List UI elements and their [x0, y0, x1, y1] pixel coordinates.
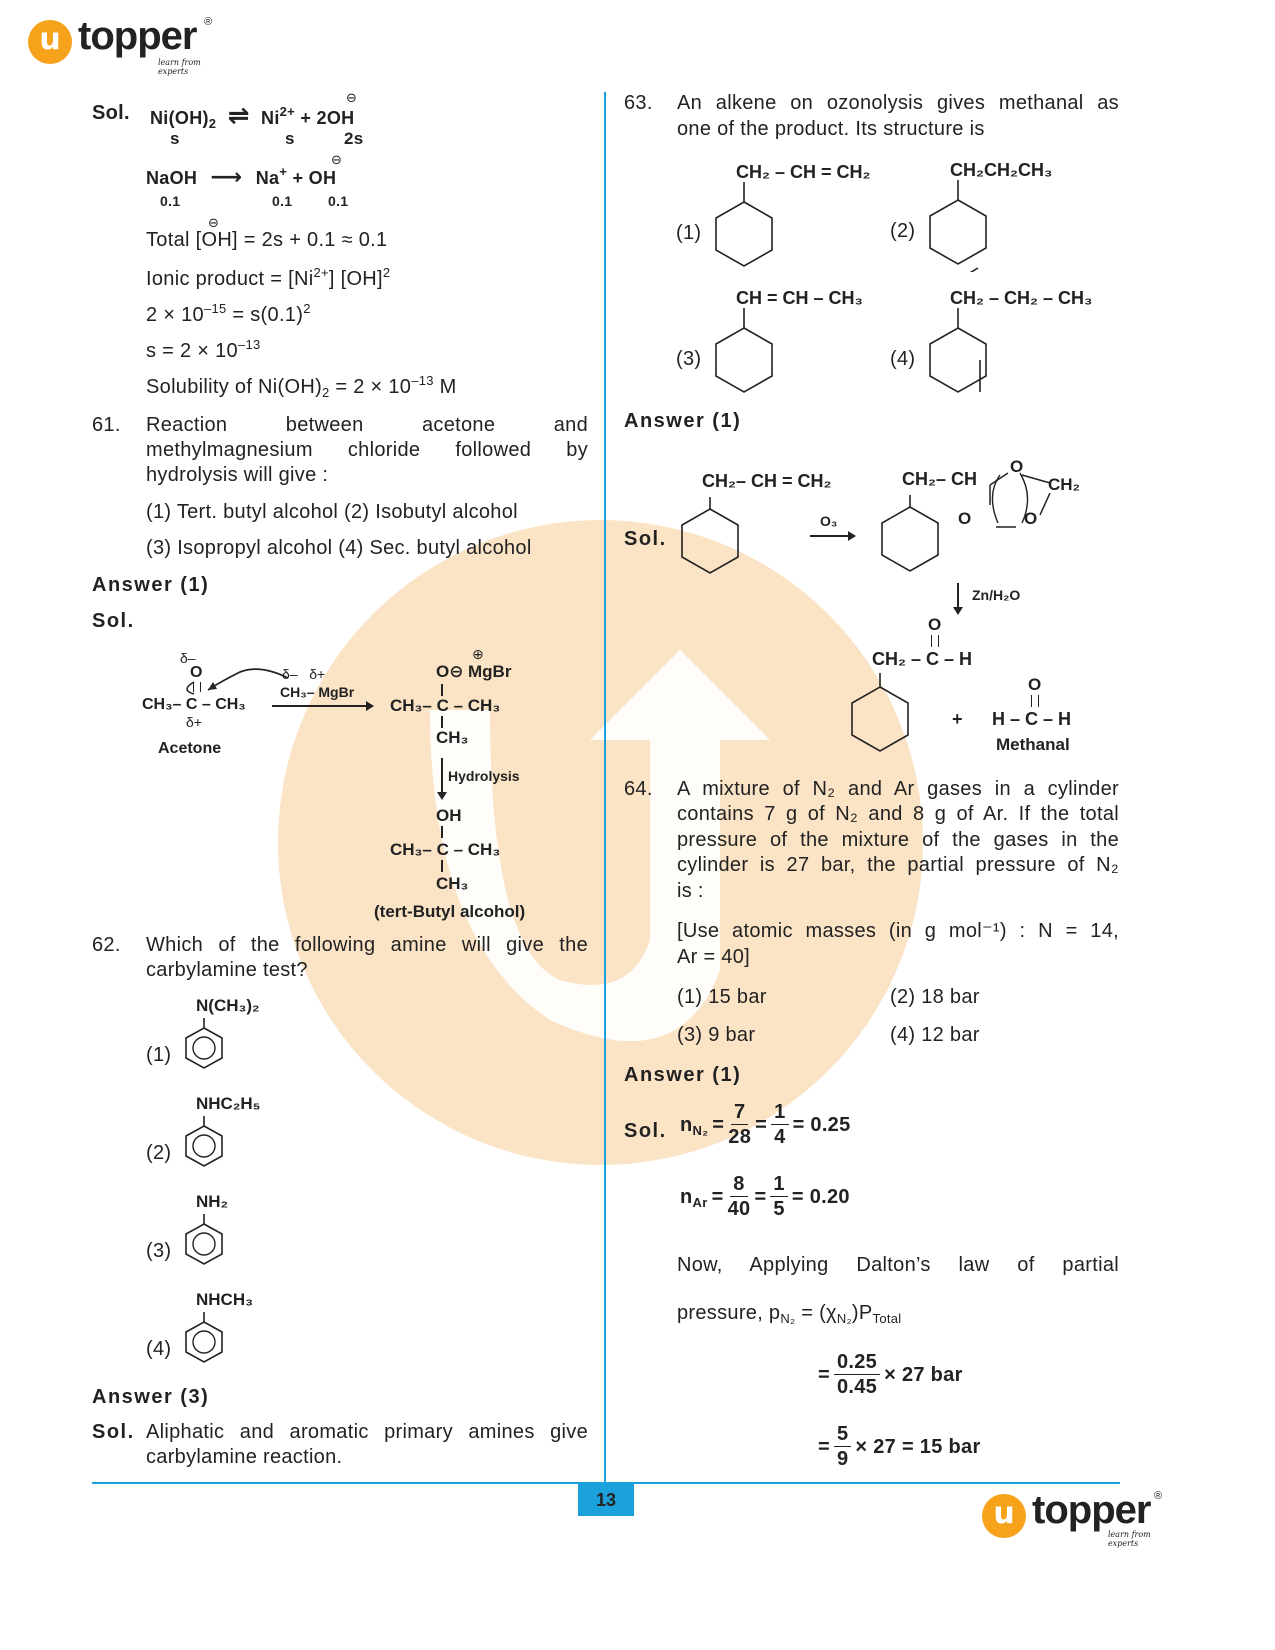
minus-sign: ⊖: [208, 215, 219, 230]
logo-tagline: learn from experts: [158, 58, 201, 76]
ch3-down: CH₃: [436, 728, 469, 747]
dalton-formula: pressure, $p_{N_2} = (\chi_{N_2})P_{Total}$: [677, 1302, 902, 1326]
logo-u-icon: u: [982, 1494, 1026, 1538]
aldehyde-chain: CH₂ – C – H: [872, 649, 973, 669]
acetone-formula: CH₃– C – CH₃: [142, 696, 246, 713]
logo-tagline: learn from experts: [1108, 1530, 1151, 1548]
eq1: $Ni(OH)_2$ ⇌ $Ni^{2+} + 2OH$: [150, 100, 355, 131]
q61-options: (3) Isopropyl alcohol (4) Sec. butyl alcohol: [146, 537, 532, 559]
logo-top: [28, 14, 228, 76]
q64-text: cylinder is 27 bar, the partial pressure of N₂: [677, 854, 1119, 876]
option-label: (3): [676, 348, 702, 370]
q61-text: methylmagnesium chloride followed by: [146, 439, 588, 461]
amine-group: N(CH₃)₂: [196, 996, 260, 1015]
amine-option: [146, 1192, 306, 1276]
q63-text: An alkene on ozonolysis gives methanal as: [677, 92, 1119, 114]
ozonide-ring-icon: [960, 465, 1070, 535]
logo-bottom: [982, 1488, 1172, 1548]
eq1-2s: 2s: [344, 129, 364, 148]
pressure-step2: = $\frac{5}{9}$ × 27 = 15 bar: [818, 1423, 981, 1470]
alkene-option: [890, 288, 1120, 404]
arrow-head: [953, 607, 963, 615]
plus-sign: +: [952, 709, 963, 729]
option-label: (1): [676, 222, 702, 244]
n-ar-calc: $n_{Ar}$ = $\frac{8}{40}$ = $\frac{1}{5}$ = 0.20: [680, 1173, 850, 1220]
q62-number: 62.: [92, 934, 121, 956]
solubility-line: Solubility of $Ni(OH)_2 = 2 \times 10^{-13}$ M: [146, 373, 457, 400]
q62-text: Which of the following amine will give the: [146, 934, 588, 956]
page-number: 13: [578, 1484, 634, 1516]
alkene-group: CH = CH – CH₃: [736, 288, 863, 308]
eq2: NaOH ⟶ Na+ + OH: [146, 164, 337, 189]
aldehyde-o: O: [928, 615, 942, 634]
cyclohexane-icon: [928, 308, 992, 400]
amine-option: [146, 996, 306, 1080]
product-name: (tert-Butyl alcohol): [374, 902, 526, 921]
q63-number: 63.: [624, 92, 653, 114]
ionic-product: Ionic product = $[Ni^{2+}]$ [OH]$^2$: [146, 265, 391, 290]
n-n2-calc: $n_{N_2}$ = $\frac{7}{28}$ = $\frac{1}{4}$ = 0.25: [680, 1101, 851, 1148]
option-label: (4): [890, 348, 916, 370]
pressure-step1: = $\frac{0.25}{0.45}$ × 27 bar: [818, 1351, 963, 1398]
q62-sol-label: Sol.: [92, 1421, 135, 1443]
down-arrow: [957, 583, 959, 609]
q62-sol-text: carbylamine reaction.: [146, 1446, 343, 1468]
q63-sol-label: Sol.: [624, 528, 667, 550]
q62-text: carbylamine test?: [146, 959, 308, 981]
acetone-label: Acetone: [158, 740, 222, 757]
q61-text: Reaction between acetone and: [146, 414, 588, 436]
alkene-option: [676, 162, 906, 278]
hydrolysis-arrow: [441, 758, 443, 794]
q64-sol-label: Sol.: [624, 1120, 667, 1142]
q61-text: hydrolysis will give :: [146, 464, 329, 486]
cyclohexane-icon: [928, 180, 992, 272]
option-label: (3): [146, 1240, 172, 1262]
q61-options: (1) Tert. butyl alcohol (2) Isobutyl alcohol: [146, 501, 518, 523]
minus-sign: ⊖: [331, 152, 342, 167]
logo-text: topper: [78, 14, 197, 58]
alkene-option: [676, 288, 906, 404]
option-label: (4): [146, 1338, 172, 1360]
alkene-group: CH₂ – CH = CH₂: [736, 162, 871, 182]
amine-group: NH₂: [196, 1192, 229, 1211]
q64-text: A mixture of N₂ and Ar gases in a cylinder: [677, 778, 1119, 800]
ch3-down: CH₃: [436, 874, 469, 893]
q63-text: one of the product. Its structure is: [677, 118, 985, 140]
amine-group: NHCH₃: [196, 1290, 253, 1309]
amine-option: [146, 1094, 306, 1178]
ozonide: CH₂– CH: [902, 469, 978, 489]
o-minus: O⊖: [436, 662, 464, 681]
q63-answer: Answer (1): [624, 410, 742, 432]
benzene-icon: [182, 1116, 226, 1176]
plus-charge: ⊕: [472, 646, 484, 662]
benzene-icon: [182, 1312, 226, 1372]
amine-group: NHC₂H₅: [196, 1094, 261, 1113]
column-divider: [604, 92, 606, 1488]
cyclohexane-icon: [714, 182, 778, 274]
alkene-group: CH₂CH₂CH₃: [950, 160, 1053, 180]
s-line: $s = 2 \times 10^{-13}$: [146, 337, 261, 362]
q61-answer: Answer (1): [92, 574, 210, 596]
logo-u-icon: u: [28, 20, 72, 64]
q64-text: contains 7 g of N₂ and 8 g of Ar. If the total: [677, 803, 1119, 825]
conc: 0.1: [328, 193, 349, 209]
conc: 0.1: [272, 193, 293, 209]
methanal-formula: H – C – H: [992, 709, 1072, 729]
delta-minus: δ–: [180, 650, 196, 666]
ozonide-o: O: [1010, 457, 1024, 476]
scheme-61: [140, 648, 600, 924]
methanal-o: O: [1028, 675, 1042, 694]
ozonide-o: O: [1024, 509, 1038, 528]
dalton-text: Now, Applying Dalton’s law of partial: [677, 1254, 1119, 1276]
reagent: CH₃– MgBr: [280, 684, 355, 700]
cyclohexane-icon: [714, 308, 778, 400]
registered-mark: ®: [1154, 1490, 1163, 1502]
q61-sol: Sol.: [92, 610, 135, 632]
arrow-head: [366, 701, 374, 711]
product: CH₃– C – CH₃: [390, 840, 501, 859]
q64-number: 64.: [624, 778, 653, 800]
alkene-option: [890, 160, 1120, 276]
hydrolysis-label: Hydrolysis: [448, 768, 520, 784]
option-label: (1): [146, 1044, 172, 1066]
option-label: (2): [890, 220, 916, 242]
bond-v: [441, 684, 443, 696]
cyclohexane-icon: [878, 495, 942, 575]
bond-v: [441, 716, 443, 728]
zn-reagent: Zn/H₂O: [972, 587, 1021, 603]
double-bond: [1031, 695, 1039, 707]
reaction-arrow: [272, 705, 368, 707]
arrow-head: [848, 531, 856, 541]
intermediate: CH₃– C – CH₃: [390, 696, 501, 715]
reaction-arrow: [810, 535, 850, 537]
q64-atomic-masses: Ar = 40]: [677, 946, 750, 968]
q64-answer: Answer (1): [624, 1064, 742, 1086]
q64-atomic-masses: [Use atomic masses (in g mol⁻¹) : N = 14,: [677, 920, 1119, 942]
alkene-group: CH₂ – CH₂ – CH₃: [950, 288, 1093, 308]
bond-v: [441, 826, 443, 838]
q64-option: (2) 18 bar: [890, 986, 980, 1008]
mgbr: MgBr: [468, 662, 512, 681]
methanal-label: Methanal: [996, 735, 1070, 754]
amine-option: [146, 1290, 306, 1374]
ozonide-ch2: CH₂: [1048, 475, 1081, 494]
ksp-line: $2 \times 10^{-15} = s(0.1)^2$: [146, 301, 311, 326]
q64-text: pressure of the mixture of the gases in the: [677, 829, 1119, 851]
curved-arrow-icon: [180, 660, 290, 700]
bond-v: [441, 860, 443, 872]
benzene-icon: [182, 1018, 226, 1078]
sol-label: Sol.: [92, 102, 130, 124]
cyclohexane-icon: [678, 497, 742, 577]
option-label: (2): [146, 1142, 172, 1164]
ozone-reagent: O₃: [820, 513, 838, 529]
oh: OH: [436, 806, 462, 825]
eq1-s: s: [285, 129, 295, 148]
eq1-s: s: [170, 129, 180, 148]
conc: 0.1: [160, 193, 181, 209]
q64-option: (1) 15 bar: [677, 986, 767, 1008]
arrow-head: [437, 792, 447, 800]
q61-number: 61.: [92, 414, 121, 436]
benzene-icon: [182, 1214, 226, 1274]
delta-plus: δ+: [186, 714, 202, 730]
double-bond: [931, 635, 939, 647]
registered-mark: ®: [204, 16, 213, 28]
logo-text: topper: [1032, 1488, 1151, 1532]
total-oh: Total [OH] = 2s + 0.1 ≈ 0.1: [146, 229, 388, 251]
q62-answer: Answer (3): [92, 1386, 210, 1408]
q64-text: is :: [677, 880, 704, 902]
start-chain: CH₂– CH = CH₂: [702, 471, 832, 491]
q64-option: (4) 12 bar: [890, 1024, 980, 1046]
oxygen: O: [190, 664, 203, 681]
q62-sol-text: Aliphatic and aromatic primary amines give: [146, 1421, 588, 1443]
ozonide-o: O: [958, 509, 972, 528]
ozonolysis-scheme: [670, 455, 1120, 765]
q64-option: (3) 9 bar: [677, 1024, 756, 1046]
cyclohexane-icon: [848, 673, 912, 757]
minus-sign: ⊖: [346, 90, 357, 105]
reagent-charges: δ– δ+: [282, 666, 326, 682]
